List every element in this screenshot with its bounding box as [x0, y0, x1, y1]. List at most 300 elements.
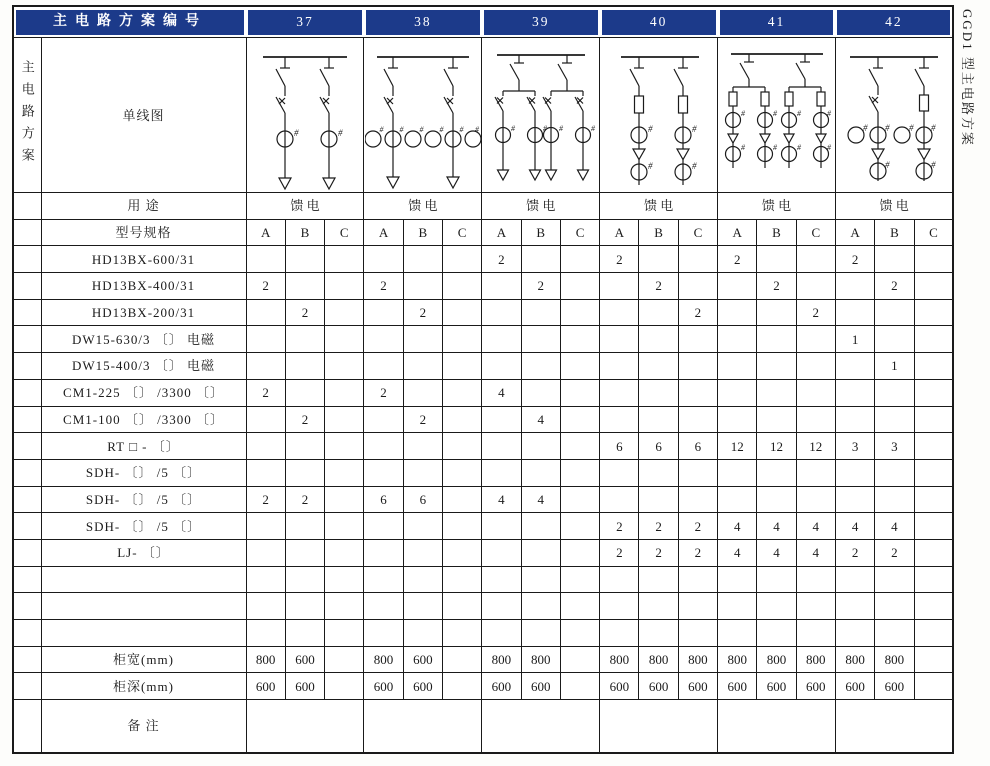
spec-value: [403, 273, 442, 300]
spec-value: 2: [285, 406, 324, 433]
spec-value: [325, 459, 364, 486]
svg-text:#: #: [740, 142, 745, 152]
svg-text:#: #: [885, 159, 890, 170]
svg-text:#: #: [772, 142, 777, 152]
spec-value: [560, 593, 599, 620]
spec-value: [521, 299, 560, 326]
spec-value: 6: [678, 433, 717, 460]
scheme-number-39: 39: [484, 10, 598, 35]
svg-text:#: #: [474, 124, 479, 134]
notes-value-40: [600, 700, 718, 753]
svg-text:#: #: [647, 160, 653, 171]
spec-value: [482, 406, 521, 433]
notes-row-label: 备 注: [41, 700, 246, 753]
spec-value: [482, 353, 521, 380]
spec-row: [13, 566, 953, 593]
spec-value: 2: [403, 406, 442, 433]
spec-value: [914, 566, 953, 593]
spec-value: [875, 620, 914, 647]
cabinet-width-row-value: 800: [246, 646, 285, 673]
spec-value: [875, 459, 914, 486]
spec-value: [442, 326, 481, 353]
spec-value: [875, 566, 914, 593]
spec-value: 4: [796, 539, 835, 566]
svg-text:#: #: [510, 123, 515, 133]
spec-value: 2: [678, 513, 717, 540]
spec-col-42-C: C: [914, 219, 953, 246]
spec-value: [521, 246, 560, 273]
spec-value: [442, 513, 481, 540]
spec-value: 2: [757, 273, 796, 300]
cabinet-width-row-value: 800: [757, 646, 796, 673]
svg-text:#: #: [337, 127, 343, 138]
spec-row-label: LJ- 〔〕: [41, 539, 246, 566]
svg-text:#: #: [419, 124, 424, 134]
spec-value: [678, 593, 717, 620]
spec-value: [914, 353, 953, 380]
spec-row: [13, 513, 953, 540]
spec-value: 12: [718, 433, 757, 460]
spec-value: [796, 620, 835, 647]
spec-row-label: [41, 566, 246, 593]
spec-value: [796, 379, 835, 406]
spec-value: [364, 299, 403, 326]
spec-value: [285, 620, 324, 647]
sidebar-cell: [13, 273, 41, 300]
single-line-diagram-row: [13, 38, 953, 193]
spec-value: [246, 620, 285, 647]
spec-value: [403, 566, 442, 593]
spec-value: 3: [875, 433, 914, 460]
spec-value: [678, 326, 717, 353]
spec-value: [285, 326, 324, 353]
cabinet-depth-row-value: 600: [482, 673, 521, 700]
spec-value: [482, 459, 521, 486]
spec-row: [13, 406, 953, 433]
single-line-diagram-41: [719, 39, 835, 192]
spec-value: [639, 379, 678, 406]
spec-value: [678, 459, 717, 486]
spec-value: [285, 593, 324, 620]
spec-row-label: [41, 620, 246, 647]
svg-text:#: #: [826, 142, 831, 152]
spec-value: 6: [639, 433, 678, 460]
spec-value: [442, 486, 481, 513]
svg-text:#: #: [590, 123, 595, 133]
spec-value: 4: [482, 486, 521, 513]
spec-value: [678, 406, 717, 433]
spec-col-37-C: C: [325, 219, 364, 246]
spec-row: [13, 459, 953, 486]
cabinet-depth-row-value: [914, 673, 953, 700]
spec-value: [325, 566, 364, 593]
spec-value: [285, 566, 324, 593]
spec-value: [678, 566, 717, 593]
spec-value: [442, 273, 481, 300]
scheme-header-39: [482, 6, 600, 38]
spec-value: [325, 353, 364, 380]
spec-value: [875, 593, 914, 620]
spec-value: [325, 326, 364, 353]
spec-value: [914, 406, 953, 433]
single-line-diagram-cell-39: [482, 38, 600, 193]
spec-value: [796, 486, 835, 513]
spec-row: [13, 379, 953, 406]
spec-value: [442, 539, 481, 566]
spec-row: [13, 620, 953, 647]
spec-value: [364, 539, 403, 566]
notes-value-39: [482, 700, 600, 753]
spec-value: [325, 379, 364, 406]
cabinet-depth-row-value: 600: [875, 673, 914, 700]
spec-value: [835, 406, 874, 433]
spec-value: [482, 433, 521, 460]
spec-value: [325, 433, 364, 460]
spec-value: 2: [246, 486, 285, 513]
usage-value-38: 馈 电: [364, 193, 482, 220]
header-title: 主电路方案编号: [16, 10, 244, 35]
sidebar-cell: [13, 326, 41, 353]
spec-col-39-B: B: [521, 219, 560, 246]
spec-row-label: DW15-630/3 〔〕 电磁: [41, 326, 246, 353]
sidebar-cell: [13, 646, 41, 673]
spec-value: [678, 353, 717, 380]
spec-col-40-C: C: [678, 219, 717, 246]
spec-value: [600, 379, 639, 406]
spec-value: 4: [718, 539, 757, 566]
spec-value: [521, 326, 560, 353]
spec-value: [678, 246, 717, 273]
spec-value: [678, 379, 717, 406]
cabinet-width-row-value: [914, 646, 953, 673]
spec-col-39-A: A: [482, 219, 521, 246]
cabinet-depth-row-value: 600: [678, 673, 717, 700]
cabinet-depth-row-value: 600: [796, 673, 835, 700]
spec-value: [246, 459, 285, 486]
spec-value: [757, 379, 796, 406]
spec-value: [482, 539, 521, 566]
cabinet-width-row-value: 800: [875, 646, 914, 673]
svg-text:#: #: [931, 122, 936, 133]
spec-value: 2: [639, 273, 678, 300]
spec-value: 2: [364, 273, 403, 300]
svg-text:#: #: [542, 123, 547, 133]
spec-value: [639, 299, 678, 326]
spec-value: [639, 326, 678, 353]
spec-value: [678, 620, 717, 647]
spec-value: 4: [757, 539, 796, 566]
spec-col-39-C: C: [560, 219, 599, 246]
spec-row-label: RT □ - 〔〕: [41, 433, 246, 460]
spec-value: [796, 353, 835, 380]
svg-text:#: #: [931, 159, 936, 170]
sidebar-cell: [13, 566, 41, 593]
spec-value: [914, 326, 953, 353]
spec-value: [482, 326, 521, 353]
spec-value: [600, 353, 639, 380]
spec-col-42-B: B: [875, 219, 914, 246]
cabinet-depth-row-value: 600: [718, 673, 757, 700]
spec-value: [403, 459, 442, 486]
spec-value: [914, 379, 953, 406]
spec-value: [325, 513, 364, 540]
spec-value: [521, 459, 560, 486]
spec-value: [875, 486, 914, 513]
spec-row: [13, 486, 953, 513]
sidebar-cell: [13, 539, 41, 566]
spec-value: [521, 353, 560, 380]
scheme-header-37: [246, 6, 364, 38]
spec-value: [678, 273, 717, 300]
spec-value: 6: [403, 486, 442, 513]
spec-value: 4: [521, 486, 560, 513]
svg-text:#: #: [399, 124, 404, 134]
spec-value: [914, 620, 953, 647]
spec-value: [364, 566, 403, 593]
spec-value: [560, 246, 599, 273]
spec-col-37-A: A: [246, 219, 285, 246]
spec-row: [13, 593, 953, 620]
notes-value-41: [718, 700, 836, 753]
spec-value: [482, 513, 521, 540]
spec-value: [325, 299, 364, 326]
spec-row-label: DW15-400/3 〔〕 电磁: [41, 353, 246, 380]
spec-value: [442, 379, 481, 406]
spec-value: [718, 620, 757, 647]
spec-value: [285, 246, 324, 273]
svg-text:#: #: [885, 122, 890, 133]
spec-value: [639, 593, 678, 620]
spec-value: [560, 620, 599, 647]
spec-value: [521, 433, 560, 460]
spec-col-41-C: C: [796, 219, 835, 246]
single-line-diagram-39: [483, 39, 599, 192]
spec-value: 4: [835, 513, 874, 540]
spec-value: [914, 273, 953, 300]
spec-value: [600, 486, 639, 513]
cabinet-depth-row-value: 600: [364, 673, 403, 700]
cabinet-depth-row-value: 600: [835, 673, 874, 700]
spec-value: [914, 433, 953, 460]
spec-col-38-A: A: [364, 219, 403, 246]
spec-value: [639, 406, 678, 433]
spec-value: 4: [521, 406, 560, 433]
spec-col-41-B: B: [757, 219, 796, 246]
svg-text:#: #: [439, 124, 444, 134]
spec-value: [442, 566, 481, 593]
sidebar-cell: [13, 673, 41, 700]
spec-value: [639, 459, 678, 486]
spec-value: [718, 459, 757, 486]
spec-value: [835, 593, 874, 620]
usage-row: [13, 193, 953, 220]
spec-value: [246, 406, 285, 433]
spec-header-label: 型号规格: [41, 219, 246, 246]
spec-value: [285, 353, 324, 380]
spec-value: [757, 486, 796, 513]
spec-value: [796, 593, 835, 620]
cabinet-width-row-value: 600: [403, 646, 442, 673]
svg-text:#: #: [379, 124, 384, 134]
spec-value: 2: [678, 299, 717, 326]
main-circuit-scheme-table: [12, 5, 954, 754]
single-line-diagram-cell-40: [600, 38, 718, 193]
usage-value-40: 馈 电: [600, 193, 718, 220]
header-row: [13, 6, 953, 38]
cabinet-width-row-label: 柜宽(mm): [41, 646, 246, 673]
spec-value: [600, 273, 639, 300]
svg-text:#: #: [459, 124, 464, 134]
spec-value: [796, 566, 835, 593]
spec-value: 2: [364, 379, 403, 406]
cabinet-width-row-value: 800: [678, 646, 717, 673]
spec-value: [560, 433, 599, 460]
sidebar-cell: [13, 353, 41, 380]
svg-text:#: #: [796, 108, 801, 118]
spec-value: [600, 593, 639, 620]
spec-value: 4: [796, 513, 835, 540]
spec-value: [325, 486, 364, 513]
cabinet-depth-row-value: [442, 673, 481, 700]
spec-value: [364, 326, 403, 353]
spec-value: 2: [285, 486, 324, 513]
spec-value: 6: [600, 433, 639, 460]
spec-row-label: HD13BX-400/31: [41, 273, 246, 300]
spec-value: [285, 273, 324, 300]
spec-value: [560, 406, 599, 433]
sidebar-cell: [13, 38, 41, 193]
spec-value: 2: [875, 273, 914, 300]
spec-col-40-A: A: [600, 219, 639, 246]
spec-value: [835, 299, 874, 326]
sidebar-cell: [13, 406, 41, 433]
spec-value: [521, 620, 560, 647]
single-line-diagram-37: [247, 39, 363, 192]
single-line-diagram-42: [836, 39, 952, 192]
spec-value: [442, 353, 481, 380]
sidebar-cell: [13, 620, 41, 647]
diagram-row-label: 单线图: [41, 38, 246, 193]
scheme-number-37: 37: [248, 10, 362, 35]
spec-value: [718, 486, 757, 513]
spec-value: [285, 459, 324, 486]
spec-value: [442, 620, 481, 647]
spec-value: [560, 379, 599, 406]
spec-value: [718, 406, 757, 433]
spec-header-row: [13, 219, 953, 246]
spec-value: [246, 246, 285, 273]
spec-row: [13, 433, 953, 460]
sidebar-vertical-label: 主电路方案: [19, 60, 35, 170]
spec-value: [482, 566, 521, 593]
svg-text:#: #: [863, 122, 868, 133]
spec-value: [875, 379, 914, 406]
single-line-diagram-40: [601, 39, 717, 192]
cabinet-depth-row-value: 600: [639, 673, 678, 700]
spec-value: [325, 273, 364, 300]
svg-text:#: #: [772, 108, 777, 118]
spec-value: [482, 620, 521, 647]
spec-value: [835, 353, 874, 380]
usage-value-37: 馈 电: [246, 193, 364, 220]
scheme-header-38: [364, 6, 482, 38]
spec-value: [285, 379, 324, 406]
spec-value: [521, 539, 560, 566]
spec-value: [364, 433, 403, 460]
spec-value: [718, 379, 757, 406]
spec-value: [482, 273, 521, 300]
spec-value: [325, 539, 364, 566]
scheme-number-38: 38: [366, 10, 480, 35]
spec-value: 2: [718, 246, 757, 273]
spec-value: [403, 620, 442, 647]
spec-value: [560, 486, 599, 513]
svg-text:#: #: [826, 108, 831, 118]
spec-value: 2: [796, 299, 835, 326]
spec-value: [600, 566, 639, 593]
spec-value: 2: [875, 539, 914, 566]
svg-text:#: #: [691, 160, 697, 171]
scheme-number-41: 41: [720, 10, 834, 35]
spec-value: [246, 593, 285, 620]
cabinet-width-row-value: 600: [285, 646, 324, 673]
spec-value: [325, 406, 364, 433]
spec-value: [914, 539, 953, 566]
sidebar-cell: [13, 459, 41, 486]
svg-text:#: #: [740, 108, 745, 118]
spec-value: [246, 353, 285, 380]
spec-value: [442, 593, 481, 620]
notes-row: [13, 700, 953, 753]
spec-value: [403, 379, 442, 406]
spec-value: [757, 406, 796, 433]
spec-row-label: CM1-225 〔〕 /3300 〔〕: [41, 379, 246, 406]
spec-value: [246, 299, 285, 326]
spec-value: 1: [875, 353, 914, 380]
spec-value: [796, 246, 835, 273]
spec-value: [246, 539, 285, 566]
spec-col-40-B: B: [639, 219, 678, 246]
svg-text:#: #: [558, 123, 563, 133]
spec-value: 4: [757, 513, 796, 540]
spec-value: [403, 433, 442, 460]
sidebar-cell: [13, 299, 41, 326]
cabinet-depth-row-value: 600: [246, 673, 285, 700]
notes-value-37: [246, 700, 364, 753]
notes-value-42: [835, 700, 953, 753]
spec-value: 2: [482, 246, 521, 273]
spec-row: [13, 539, 953, 566]
spec-row: [13, 273, 953, 300]
svg-text:#: #: [647, 123, 653, 134]
spec-value: [246, 566, 285, 593]
single-line-diagram-cell-42: [835, 38, 953, 193]
cabinet-depth-row-value: [325, 673, 364, 700]
spec-value: 2: [246, 379, 285, 406]
spec-value: [403, 246, 442, 273]
spec-value: 2: [246, 273, 285, 300]
spec-row-label: CM1-100 〔〕 /3300 〔〕: [41, 406, 246, 433]
spec-value: [718, 299, 757, 326]
sidebar-cell: [13, 700, 41, 753]
spec-value: [403, 326, 442, 353]
header-title-cell: [13, 6, 246, 38]
spec-row: [13, 326, 953, 353]
usage-row-label: 用 途: [41, 193, 246, 220]
cabinet-depth-row-value: 600: [403, 673, 442, 700]
cabinet-depth-row: [13, 673, 953, 700]
cabinet-width-row-value: [442, 646, 481, 673]
